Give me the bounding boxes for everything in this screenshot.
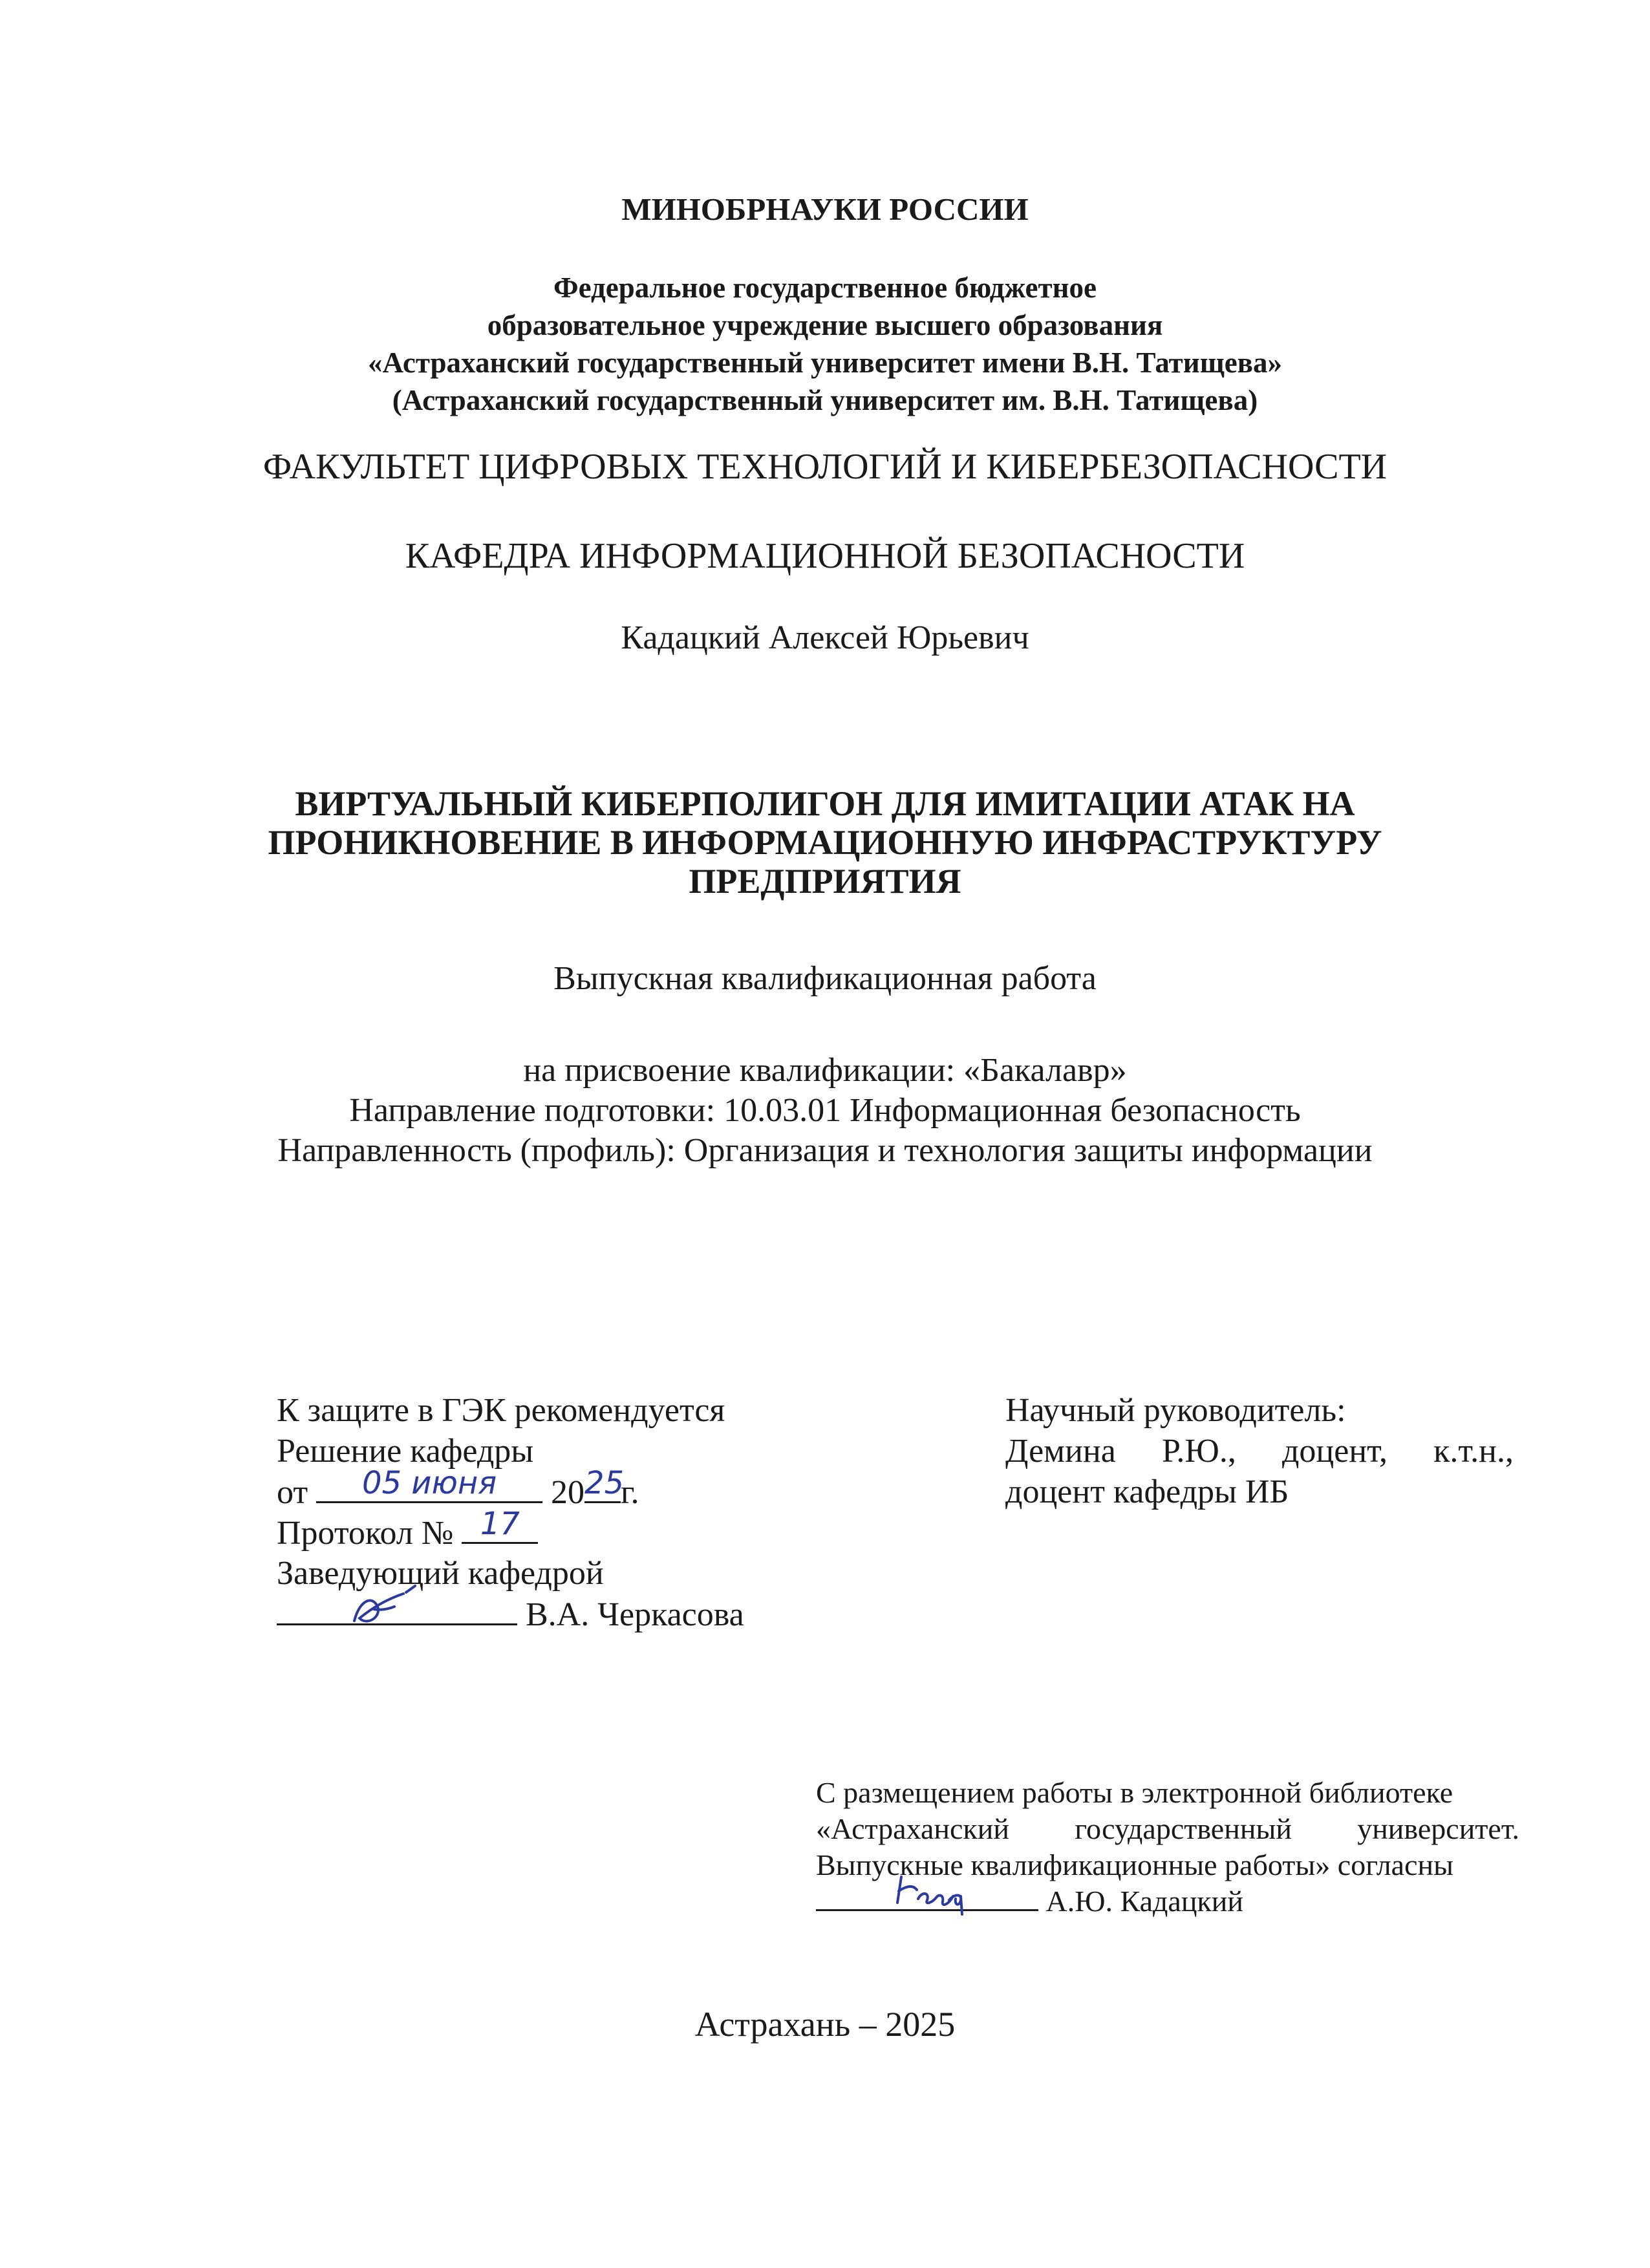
- approval-recommended: К защите в ГЭК рекомендуется: [277, 1392, 725, 1429]
- institution-line: (Астраханский государственный университет им. В.Н. Татищева): [392, 384, 1258, 416]
- department-name: КАФЕДРА ИНФОРМАЦИОННОЙ БЕЗОПАСНОСТИ: [405, 536, 1245, 576]
- handwritten-year: 25: [584, 1465, 625, 1501]
- year-suffix: г.: [621, 1474, 639, 1511]
- year-blank: [584, 1465, 625, 1503]
- supervisor-line-2: доцент кафедры ИБ: [1005, 1473, 1289, 1510]
- consent-line-1: С размещением работы в электронной библиотеке: [816, 1776, 1453, 1809]
- head-signature-line: [277, 1594, 859, 1634]
- qualification-line: Направленность (профиль): Организация и технология защиты информации: [277, 1132, 1373, 1169]
- supervisor-word: Демина: [1005, 1433, 1116, 1470]
- consent-word: университет.: [1357, 1812, 1519, 1845]
- author-name: Кадацкий Алексей Юрьевич: [621, 619, 1029, 656]
- protocol-blank: [462, 1506, 538, 1544]
- consent-line-2: [816, 1811, 1519, 1847]
- head-signature-image: [277, 1581, 517, 1632]
- qualification-line: на присвоение квалификации: «Бакалавр»: [523, 1052, 1127, 1089]
- approval-decision: Решение кафедры: [277, 1433, 534, 1470]
- institution-line: «Астраханский государственный университет имени В.Н. Татищева»: [368, 347, 1282, 379]
- work-type: Выпускная квалификационная работа: [553, 960, 1097, 997]
- approval-block: [277, 1390, 859, 1634]
- institution-line: образовательное учреждение высшего образования: [487, 309, 1163, 341]
- date-blank: [316, 1465, 542, 1503]
- qualification-info: [0, 1051, 1650, 1171]
- institution-line: Федеральное государственное бюджетное: [553, 272, 1097, 304]
- title-line: ПРОНИКНОВЕНИЕ В ИНФОРМАЦИОННУЮ ИНФРАСТРУКТУРУ: [268, 823, 1382, 862]
- consent-line-3: Выпускные квалификационные работы» согласны: [816, 1848, 1454, 1881]
- ministry-heading: МИНОБРНАУКИ РОССИИ: [621, 191, 1029, 227]
- supervisor-word: к.т.н.,: [1433, 1433, 1514, 1470]
- consent-signature-image: [816, 1870, 1038, 1917]
- title-line: ПРЕДПРИЯТИЯ: [689, 862, 961, 901]
- supervisor-label: Научный руководитель:: [1005, 1392, 1346, 1429]
- head-label: Заведующий кафедрой: [277, 1555, 604, 1592]
- consent-word: «Астраханский: [816, 1812, 1009, 1845]
- handwritten-protocol-number: 17: [480, 1506, 520, 1542]
- consent-signature-line: [816, 1883, 1519, 1920]
- supervisor-word: доцент,: [1281, 1433, 1388, 1470]
- consent-signer: А.Ю. Кадацкий: [1045, 1885, 1244, 1918]
- supervisor-line-1: [1005, 1431, 1514, 1471]
- thesis-title: [0, 784, 1650, 901]
- consent-word: государственный: [1075, 1812, 1292, 1845]
- approval-date-line: [277, 1465, 859, 1512]
- city-year: Астрахань – 2025: [694, 2005, 956, 2044]
- supervisor-word: Р.Ю.,: [1161, 1433, 1236, 1470]
- institution-name: [0, 269, 1650, 419]
- title-line: ВИРТУАЛЬНЫЙ КИБЕРПОЛИГОН ДЛЯ ИМИТАЦИИ АТАК НА: [295, 784, 1355, 823]
- consent-signature-blank: [816, 1883, 1038, 1911]
- head-signature-blank: [277, 1594, 517, 1625]
- year-prefix: 20: [551, 1474, 585, 1511]
- date-prefix: от: [277, 1474, 308, 1511]
- approval-protocol-line: [277, 1506, 859, 1553]
- protocol-label: Протокол №: [277, 1515, 454, 1552]
- qualification-line: Направление подготовки: 10.03.01 Информационная безопасность: [349, 1092, 1301, 1129]
- handwritten-date: 05 июня: [361, 1465, 497, 1501]
- supervisor-block: [1005, 1390, 1514, 1512]
- faculty-name: ФАКУЛЬТЕТ ЦИФРОВЫХ ТЕХНОЛОГИЙ И КИБЕРБЕЗОПАСНОСТИ: [262, 447, 1388, 487]
- library-consent-block: [816, 1775, 1519, 1920]
- head-name: В.А. Черкасова: [526, 1596, 744, 1633]
